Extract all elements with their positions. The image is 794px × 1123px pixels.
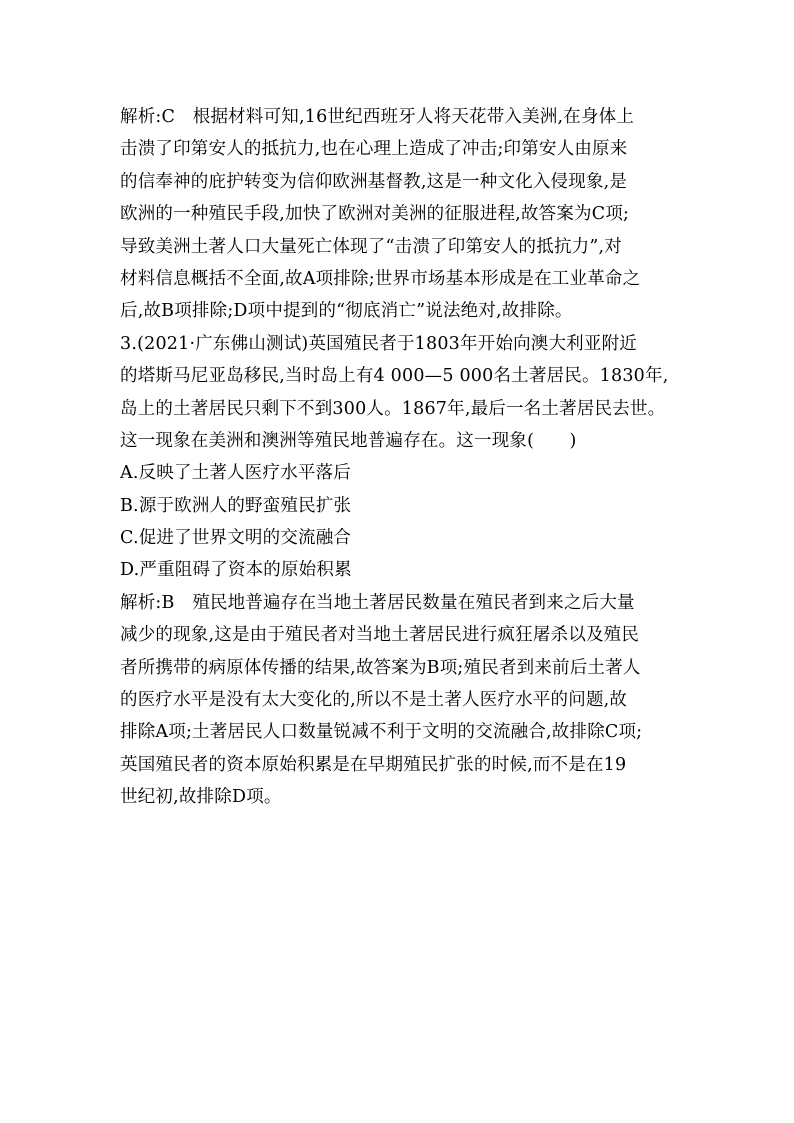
option-d: D.严重阻碍了资本的原始积累 [120, 560, 352, 581]
question-3-stem-line-1: 3.(2021·广东佛山测试)英国殖民者于1803年开始向澳大利亚附近 [120, 333, 637, 354]
question-3-stem-line-3: 岛上的土著居民只剩下不到300人。1867年,最后一名土著居民去世。 [120, 398, 666, 419]
analysis-c-line-6: 材料信息概括不全面,故A项排除;世界市场基本形成是在工业革命之 [120, 268, 641, 289]
analysis-b-line-3: 者所携带的病原体传播的结果,故答案为B项;殖民者到来前后土著人 [120, 657, 641, 678]
question-3-stem-line-2: 的塔斯马尼亚岛移民,当时岛上有4 000—5 000名土著居民。1830年, [120, 366, 669, 387]
option-c: C.促进了世界文明的交流融合 [120, 528, 352, 549]
analysis-b-line-2: 减少的现象,这是由于殖民者对当地土著居民进行疯狂屠杀以及殖民 [120, 625, 640, 646]
analysis-b-block [120, 587, 680, 814]
analysis-b-line-1: 解析:B 殖民地普遍存在当地土著居民数量在殖民者到来之后大量 [120, 592, 635, 613]
analysis-c-block [120, 101, 680, 328]
analysis-b-line-4: 的医疗水平是没有太大变化的,所以不是土著人医疗水平的问题,故 [120, 690, 628, 711]
option-a: A.反映了土著人医疗水平落后 [120, 463, 351, 484]
question-3-stem-line-4: 这一现象在美洲和澳洲等殖民地普遍存在。这一现象( ) [120, 430, 577, 451]
analysis-c-line-4: 欧洲的一种殖民手段,加快了欧洲对美洲的征服进程,故答案为C项; [120, 204, 630, 225]
document-page [120, 101, 680, 814]
option-b: B.源于欧洲人的野蛮殖民扩张 [120, 495, 352, 516]
analysis-c-line-2: 击溃了印第安人的抵抗力,也在心理上造成了冲击;印第安人由原来 [120, 139, 628, 160]
question-3-block [120, 328, 680, 587]
analysis-b-line-5: 排除A项;土著居民人口数量锐减不利于文明的交流融合,故排除C项; [120, 722, 643, 743]
analysis-c-line-5: 导致美洲土著人口大量死亡体现了“击溃了印第安人的抵抗力”,对 [120, 236, 622, 257]
analysis-c-line-7: 后,故B项排除;D项中提到的“彻底消亡”说法绝对,故排除。 [120, 301, 573, 322]
analysis-b-line-6: 英国殖民者的资本原始积累是在早期殖民扩张的时候,而不是在19 [120, 754, 627, 775]
analysis-c-line-3: 的信奉神的庇护转变为信仰欧洲基督教,这是一种文化入侵现象,是 [120, 171, 628, 192]
analysis-b-line-7: 世纪初,故排除D项。 [120, 787, 282, 808]
analysis-c-line-1: 解析:C 根据材料可知,16世纪西班牙人将天花带入美洲,在身体上 [120, 107, 635, 127]
